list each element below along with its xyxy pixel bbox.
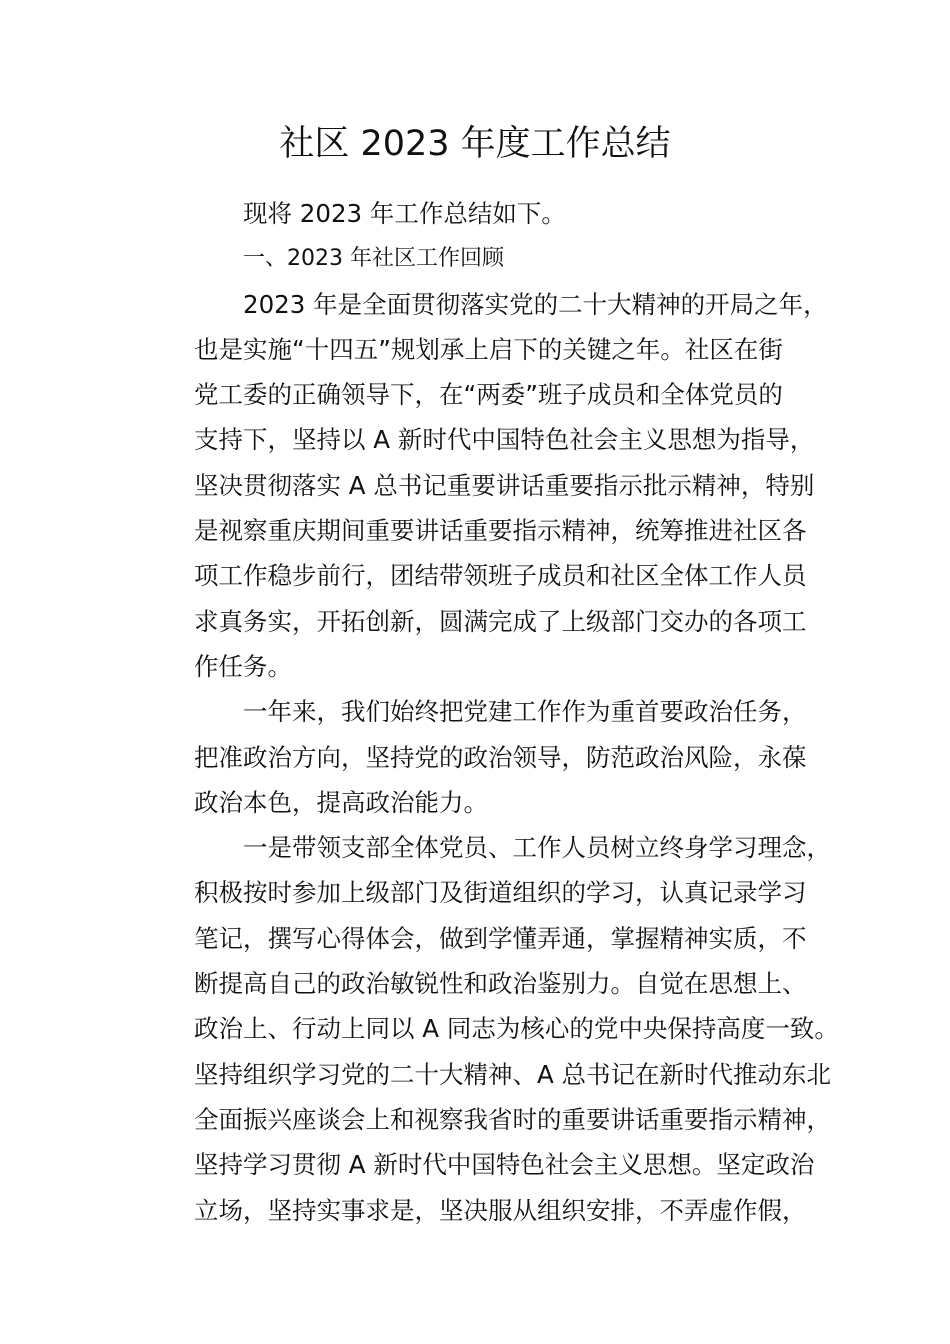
text-line: 现将 2023 年工作总结如下。	[243, 199, 566, 228]
text-line: 政治上、行动上同以 A 同志为核心的党中央保持高度一致。	[194, 1014, 839, 1044]
paragraph-study	[145, 825, 839, 1233]
text-line: 积极按时参加上级部门及街道组织的学习，认真记录学习	[194, 878, 807, 908]
text-line: 全面振兴座谈会上和视察我省时的重要讲话重要指示精神，	[194, 1104, 831, 1134]
paragraph-intro	[145, 191, 810, 236]
text-line: 坚持组织学习党的二十大精神、A 总书记在新时代推动东北	[194, 1059, 832, 1089]
text-line: 求真务实，开拓创新，圆满完成了上级部门交办的各项工	[194, 606, 807, 636]
text-line: 作任务。	[194, 651, 292, 681]
text-line: 坚决贯彻落实 A 总书记重要讲话重要指示批示精神，特别	[194, 470, 815, 500]
text-line: 断提高自己的政治敏锐性和政治鉴别力。自觉在思想上、	[194, 969, 807, 999]
section-heading	[145, 236, 810, 281]
text-line: 笔记，撰写心得体会，做到学懂弄通，掌握精神实质，不	[194, 923, 807, 953]
text-line: 也是实施“十四五”规划承上启下的关键之年。社区在街	[194, 334, 783, 364]
text-line: 把准政治方向，坚持党的政治领导，防范政治风险，永葆	[194, 742, 807, 772]
paragraph-party-building	[145, 689, 810, 825]
text-line: 是视察重庆期间重要讲话重要指示精神，统筹推进社区各	[194, 516, 807, 546]
text-line: 一、2023 年社区工作回顾	[243, 246, 504, 272]
document-title: 社区 2023 年度工作总结	[279, 124, 671, 164]
text-line: 一年来，我们始终把党建工作作为重首要政治任务，	[243, 697, 807, 727]
text-line: 2023 年是全面贯彻落实党的二十大精神的开局之年，	[243, 289, 828, 319]
text-line: 政治本色，提高政治能力。	[194, 787, 488, 817]
text-line: 项工作稳步前行，团结带领班子成员和社区全体工作人员	[194, 561, 807, 591]
document-body	[145, 191, 839, 1233]
text-line: 党工委的正确领导下，在“两委”班子成员和全体党员的	[194, 380, 783, 410]
text-line: 立场，坚持实事求是，坚决服从组织安排，不弄虚作假，	[194, 1195, 807, 1225]
paragraph-review	[145, 282, 828, 690]
text-line: 支持下，坚持以 A 新时代中国特色社会主义思想为指导，	[194, 425, 815, 455]
text-line: 一是带领支部全体党员、工作人员树立终身学习理念，	[243, 833, 831, 863]
text-line: 坚持学习贯彻 A 新时代中国特色社会主义思想。坚定政治	[194, 1150, 815, 1180]
